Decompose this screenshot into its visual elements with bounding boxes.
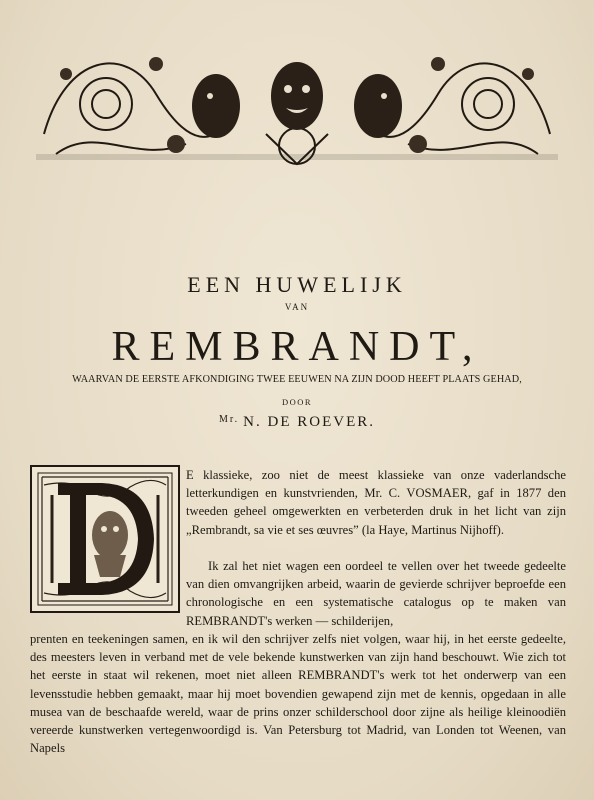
dropcap-d <box>30 465 180 613</box>
title-line-1: EEN HUWELIJK <box>187 272 407 297</box>
author-prefix: Mr. <box>219 414 240 425</box>
title-door: DOOR <box>281 397 313 407</box>
author-line <box>0 414 594 431</box>
author-name: N. DE ROEVER. <box>243 414 375 430</box>
subtitle: WAARVAN DE EERSTE AFKONDIGING TWEE EEUWEN NA ZIJN DOOD HEEFT PLAATS GEHAD, <box>72 374 522 385</box>
decorative-header-ornament <box>36 34 558 170</box>
title-rembrandt: REMBRANDT, <box>111 324 483 370</box>
paragraph-1: E klassieke, zoo niet de meest klassieke van onze vaderlandsche letterkundigen en kunstvrienden, Mr. C. VOSMAER, gaf in 1877 den tweeden geheel omgewerkten en verbeterden druk in het licht van zijn „Rembrandt, sa vie et ses œuvres” (la Haye, Martinus Nijhoff). <box>186 468 566 537</box>
title-line-2: VAN <box>284 302 310 312</box>
paragraph-2-start: Ik zal het niet wagen een oordeel te vellen over het tweede gedeelte van dien omvangrijken arbeid, waarin de gevierde schrijver beproefde een chronologische en een systematische catalogus op te maken van REMBRANDT's werken — schilderijen, <box>186 559 566 628</box>
paragraph-2-continued: prenten en teekeningen samen, en ik wil den schrijver zelfs niet volgen, waar hij, in het eerste gedeelte, des meesters leven in verband met de vele bekende kunstwerken van zijn hand beschouwt. Wie zich tot het eerste in staat wil rekenen, moet niet alleen REMBRANDT's werk tot het onderwerp van een levensstudie hebben gemaakt, maar hij moet bovendien gewapend zijn met de kennis, opgedaan in alle musea van de beschaafde wereld, waar de prins onzer schilderschool door zijne als heilige kleinoodiën vereerde kunstwerken vertegenwoordigd is. Van Petersburg tot Madrid, van Londen tot Weenen, van Napels <box>30 632 566 756</box>
